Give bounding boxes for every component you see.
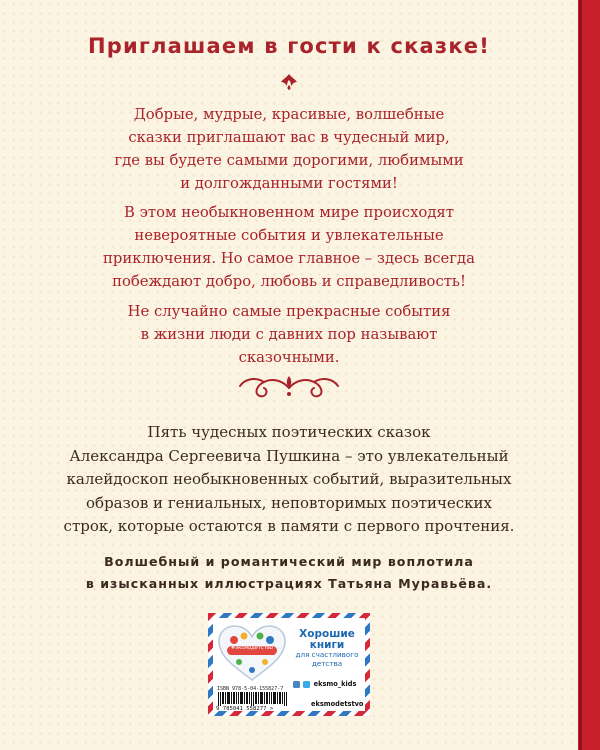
text-line: В этом необыкновенном мире происходят: [124, 204, 454, 221]
text-line: Александра Сергеевича Пушкина – это увлекательный: [69, 446, 509, 465]
social-row: [293, 680, 356, 688]
text-line: образов и гениальных, неповторимых поэтических: [86, 493, 492, 512]
slogan: [293, 629, 361, 668]
slogan-line: для счастливого: [295, 650, 359, 659]
text-line: сказки приглашают вас в чудесный мир,: [128, 129, 450, 146]
isbn-digits: 9 785041 558277 >: [216, 706, 274, 712]
text-line: Волшебный и романтический мир воплотила: [104, 554, 474, 569]
text-line: приключения. Но самое главное – здесь всегда: [103, 250, 475, 267]
isbn-label: ISBN 978-5-04-155827-7: [217, 686, 284, 692]
hashtag-label: #эксмодетство: [230, 645, 274, 651]
barcode-icon: [218, 692, 288, 706]
intro-paragraph-1: [30, 103, 548, 195]
illustrator-credit: [28, 551, 550, 595]
slogan-line: книги: [309, 639, 345, 651]
scroll-ornament-icon: [236, 370, 342, 402]
heart-icon: [217, 624, 287, 682]
social-handle[interactable]: eksmodetstvo: [311, 700, 364, 708]
text-line: в изысканных иллюстрациях Татьяна Муравьёва.: [85, 576, 493, 591]
badge-inner: [213, 618, 365, 711]
text-line: строк, которые остаются в памяти с первого прочтения.: [63, 517, 515, 535]
text-line: и долгожданными гостями!: [180, 175, 398, 192]
text-line: сказочными.: [238, 349, 340, 366]
description-paragraph: [18, 421, 560, 539]
text-line: побеждают добро, любовь и справедливость!: [112, 273, 466, 290]
social-handle[interactable]: eksmo_kids: [313, 680, 357, 688]
intro-paragraph-2: [30, 201, 548, 293]
text-line: Не случайно самые прекрасные события: [127, 303, 451, 320]
text-line: в жизни люди с давних пор называют: [140, 326, 438, 343]
publisher-badge: [208, 613, 370, 716]
slogan-line: Хорошие: [299, 628, 355, 640]
page-title: Приглашаем в гости к сказке!: [88, 34, 490, 58]
slogan-line: детства: [311, 658, 343, 668]
text-line: где вы будете самыми дорогими, любимыми: [114, 152, 464, 169]
intro-paragraph-3: [30, 300, 548, 369]
text-line: невероятные события и увлекательные: [134, 227, 444, 244]
twitter-icon: [303, 681, 310, 688]
text-line: калейдоскоп необыкновенных событий, выразительных: [66, 470, 512, 488]
text-line: Добрые, мудрые, красивые, волшебные: [133, 106, 445, 123]
spine-inner-line: [579, 0, 582, 750]
vk-icon: [293, 681, 300, 688]
text-line: Пять чудесных поэтических сказок: [147, 423, 431, 441]
social-row: [311, 700, 363, 708]
fleuron-ornament-icon: [278, 73, 300, 91]
